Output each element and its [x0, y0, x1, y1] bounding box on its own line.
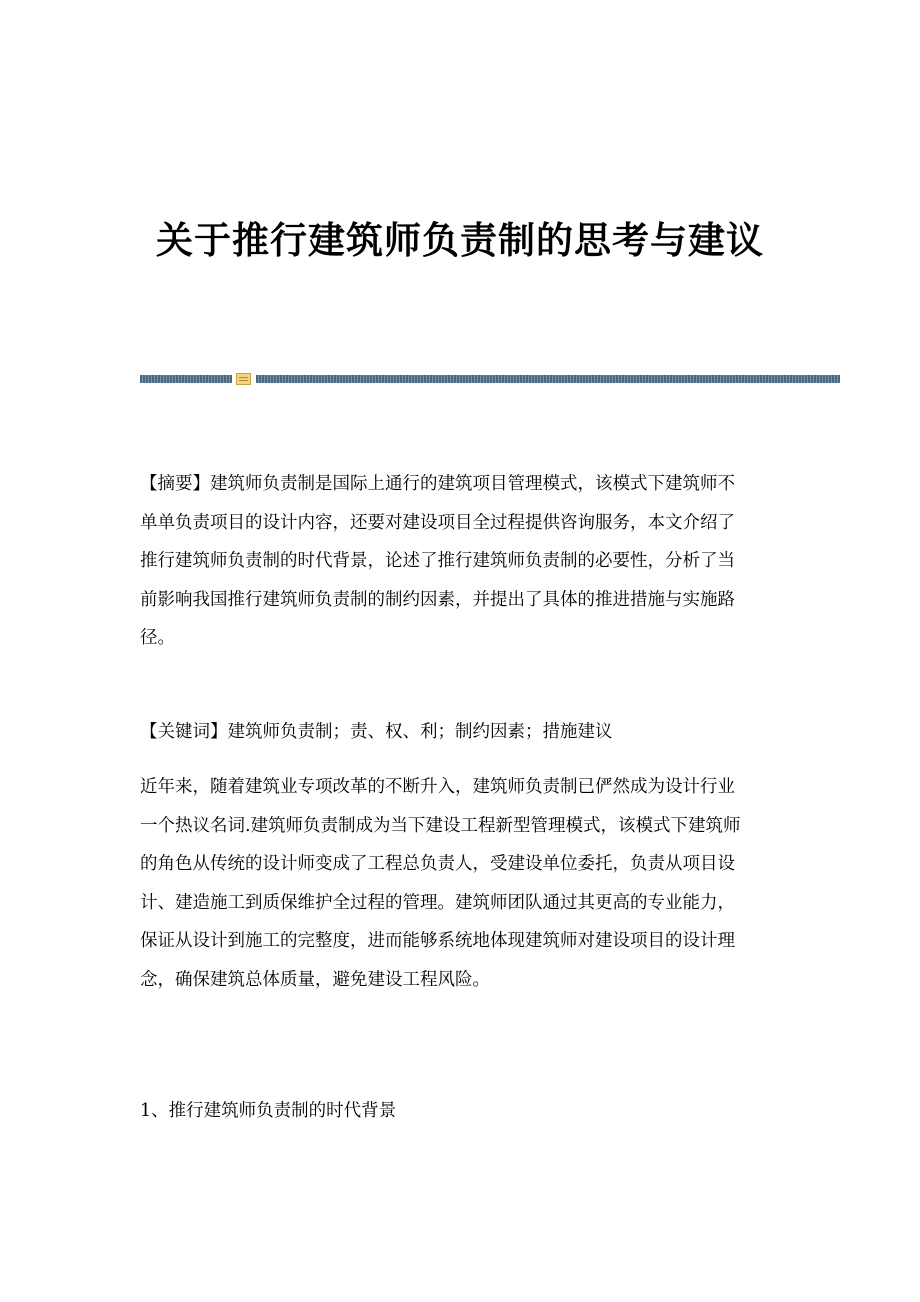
- keywords-paragraph: [140, 713, 780, 752]
- abstract-paragraph: [140, 465, 780, 658]
- intro-line: 近年来，随着建筑业专项改革的不断升入，建筑师负责制已俨然成为设计行业: [140, 777, 735, 797]
- intro-line: 计、建造施工到质保维护全过程的管理。建筑师团队通过其更高的专业能力，: [140, 892, 735, 913]
- abstract-line: 推行建筑师负责制的时代背景，论述了推行建筑师负责制的必要性，分析了当: [140, 551, 735, 571]
- intro-line: 一个热议名词.建筑师负责制成为当下建设工程新型管理模式，该模式下建筑师: [140, 815, 741, 836]
- intro-paragraph: [140, 768, 780, 999]
- title-divider-right: [256, 375, 840, 383]
- keywords-line: 【关键词】建筑师负责制；责、权、利；制约因素；措施建议: [140, 722, 613, 742]
- title-divider-left: [140, 375, 232, 383]
- section-heading: [140, 1092, 780, 1131]
- section-heading-text: 1、推行建筑师负责制的时代背景: [140, 1101, 397, 1121]
- abstract-line: 单单负责项目的设计内容，还要对建设项目全过程提供咨询服务，本文介绍了: [140, 512, 735, 533]
- divider-ornament-icon: [236, 373, 251, 385]
- intro-line: 念，确保建筑总体质量，避免建设工程风险。: [140, 969, 490, 990]
- intro-line: 保证从设计到施工的完整度，进而能够系统地体现建筑师对建设项目的设计理: [140, 931, 735, 951]
- abstract-line: 径。: [140, 628, 175, 648]
- intro-line: 的角色从传统的设计师变成了工程总负责人，受建设单位委托，负责从项目设: [140, 854, 735, 874]
- abstract-line: 【摘要】建筑师负责制是国际上通行的建筑项目管理模式，该模式下建筑师不: [140, 474, 735, 494]
- abstract-line: 前影响我国推行建筑师负责制的制约因素，并提出了具体的推进措施与实施路: [140, 589, 735, 610]
- document-title: 关于推行建筑师负责制的思考与建议: [156, 218, 764, 262]
